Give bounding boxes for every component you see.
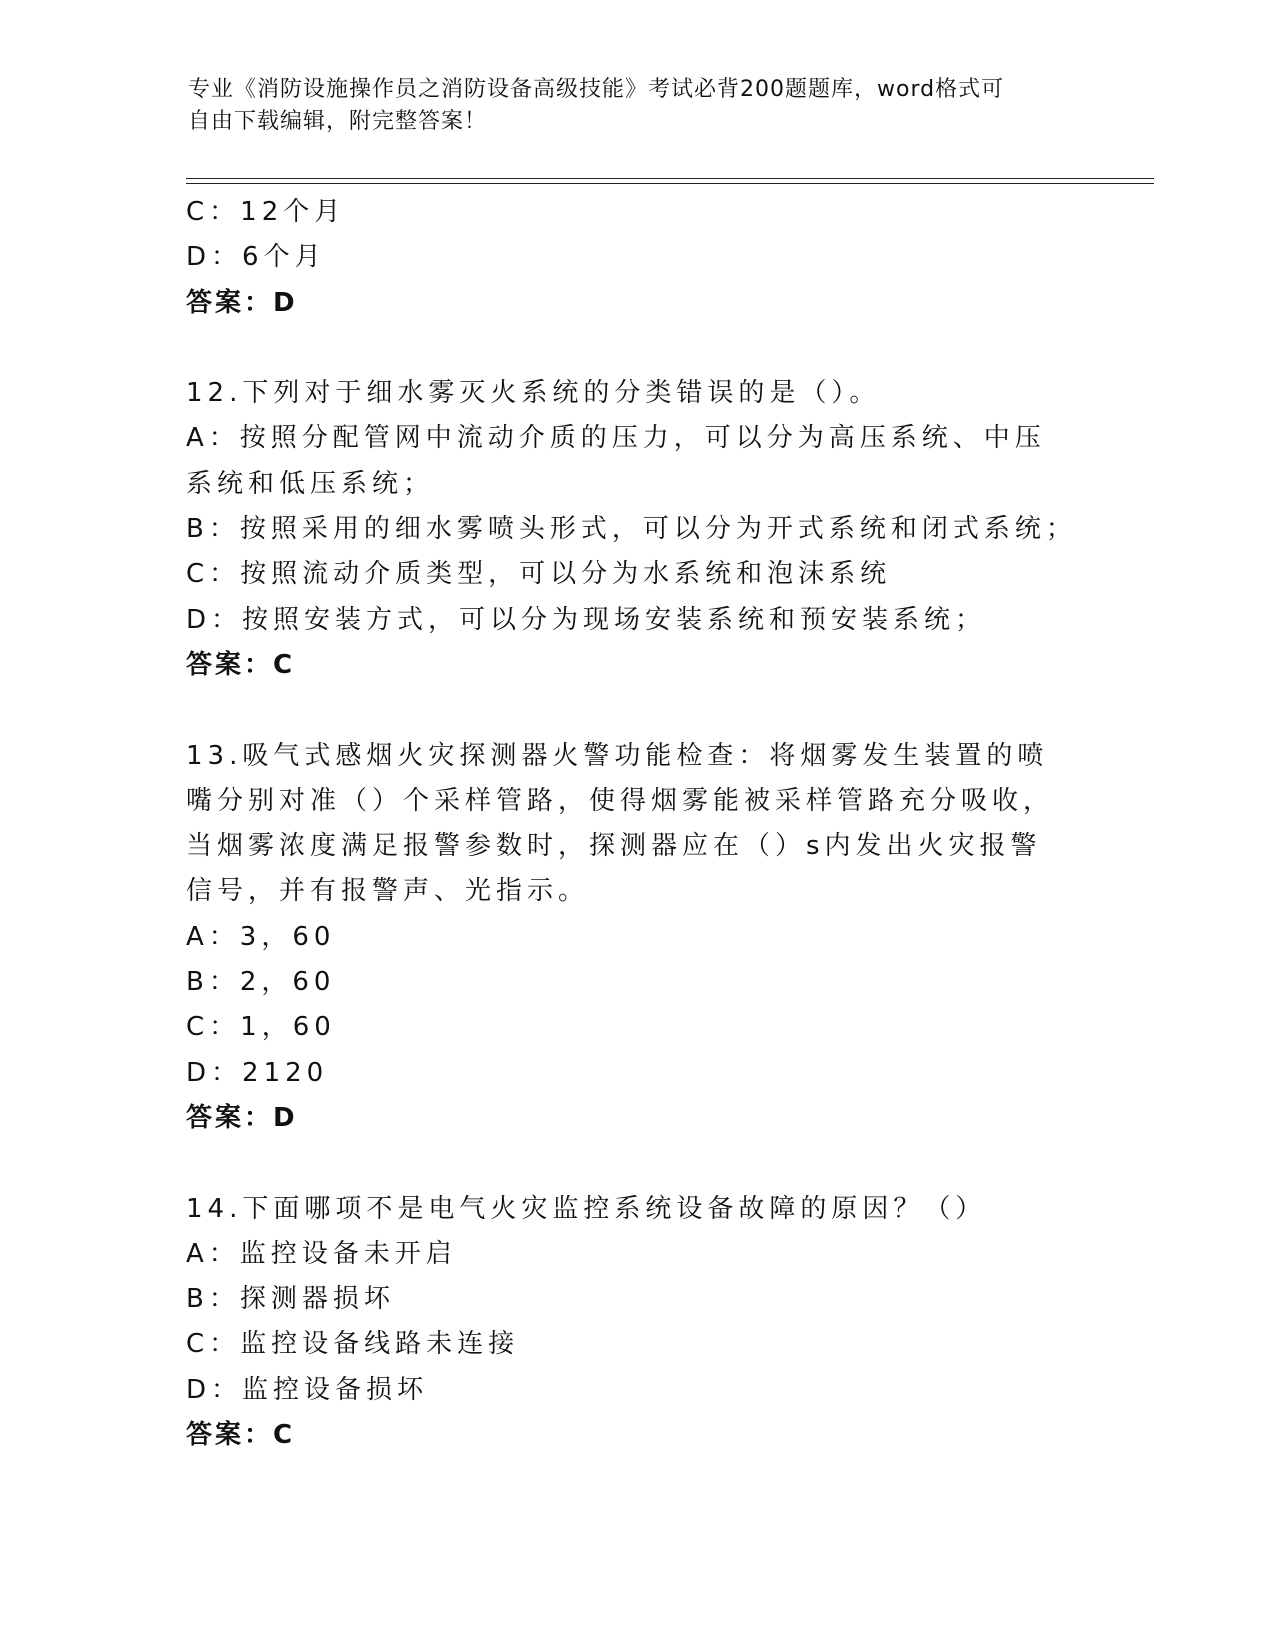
option-a: A：按照分配管网中流动介质的压力，可以分为高压系统、中压系统和低压系统； (186, 423, 1046, 499)
option-c: C：12个月 (186, 197, 346, 227)
option-d: D：按照安装方式，可以分为现场安装系统和预安装系统； (186, 604, 987, 635)
question-block-11 (186, 190, 1086, 326)
answer-line: 答案：C (186, 649, 296, 680)
answer-line: 答案：D (186, 1102, 298, 1133)
question-block-14 (186, 1187, 1086, 1459)
question-block-13 (186, 734, 1086, 1142)
spacer (186, 688, 1086, 733)
option-b: B：2，60 (186, 967, 336, 998)
question-text: 12.下列对于细水雾灭火系统的分类错误的是（）。 (186, 378, 881, 409)
spacer (186, 1141, 1086, 1186)
option-c: C：监控设备线路未连接 (186, 1329, 520, 1360)
spacer (186, 326, 1086, 371)
header-rule-top (186, 178, 1154, 179)
option-c: C：按照流动介质类型，可以分为水系统和泡沫系统 (186, 559, 892, 590)
document-header: 专业《消防设施操作员之消防设备高级技能》考试必背200题题库，word格式可 自由下载编辑，附完整答案！ (188, 77, 1005, 134)
answer-line: 答案：C (186, 1420, 296, 1451)
option-b: B：按照采用的细水雾喷头形式，可以分为开式系统和闭式系统； (186, 514, 1077, 545)
document-body (186, 190, 1086, 1458)
question-text: 13.吸气式感烟火灾探测器火警功能检查：将烟雾发生装置的喷嘴分别对准（）个采样管路，使得烟雾能被采样管路充分吸收，当烟雾浓度满足报警参数时，探测器应在（）s内发出火灾报警信号，并有报警声、光指示。 (186, 740, 1055, 907)
question-block-12 (186, 371, 1086, 688)
option-a: A：监控设备未开启 (186, 1238, 457, 1269)
option-a: A：3，60 (186, 921, 336, 952)
option-c: C：1，60 (186, 1012, 336, 1043)
option-d: D：监控设备损坏 (186, 1374, 429, 1405)
option-d: D：6个月 (186, 242, 326, 273)
option-d: D：2120 (186, 1057, 329, 1088)
option-b: B：探测器损坏 (186, 1284, 395, 1315)
answer-line: 答案：D (186, 287, 298, 318)
header-rule-bottom (186, 183, 1154, 184)
question-text: 14.下面哪项不是电气火灾监控系统设备故障的原因？（） (186, 1193, 987, 1224)
